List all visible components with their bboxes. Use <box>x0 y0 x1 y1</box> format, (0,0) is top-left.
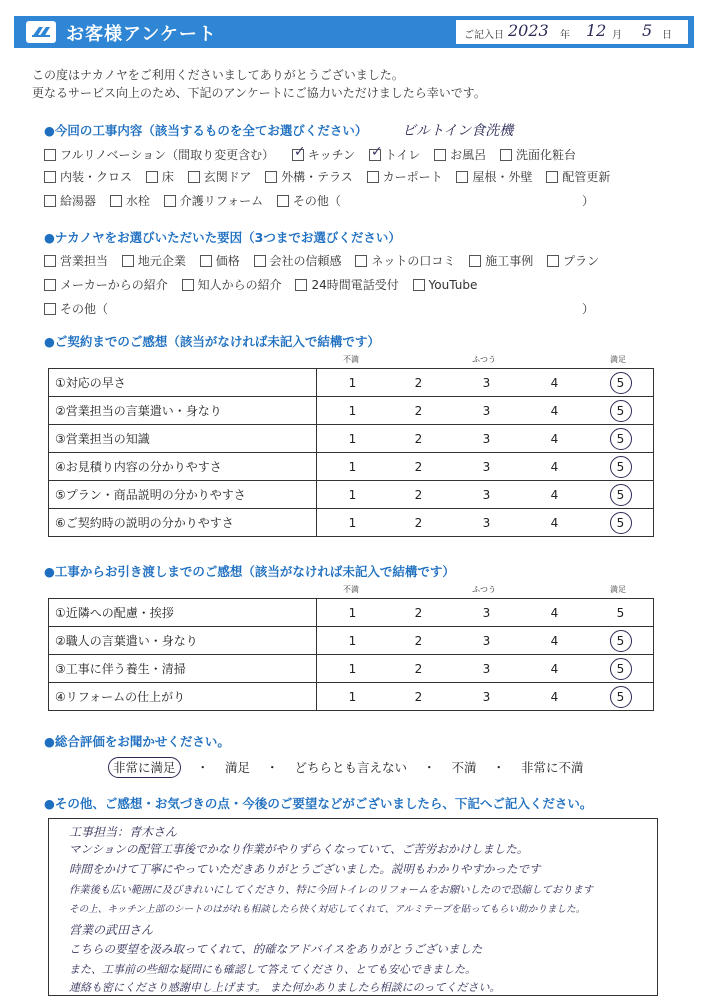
rating-option-3[interactable]: 3 <box>482 606 491 620</box>
comment-line: 連絡も密にくださり感謝申し上げます。 また何かありましたら相談にのってください。 <box>69 981 501 994</box>
comment-textarea[interactable] <box>48 818 658 996</box>
rating-option-4[interactable]: 4 <box>550 488 559 502</box>
contract-rating-row <box>49 481 654 509</box>
construction-rating-row <box>49 627 654 655</box>
rating-option-4[interactable]: 4 <box>550 662 559 676</box>
section2-title: ●ナカノヤをお選びいただいた要因（3つまでお選びください） <box>44 230 401 245</box>
question-label: ④お見積り内容の分かりやすさ <box>49 453 317 481</box>
checkbox-full-renovation[interactable]: フルリノベーション（間取り変更含む） <box>44 146 274 163</box>
construction-rating-row <box>49 655 654 683</box>
rating-option-1[interactable]: 1 <box>348 404 357 418</box>
contract-rating-row <box>49 397 654 425</box>
section2-row-2 <box>44 276 487 293</box>
rating-option-4[interactable]: 4 <box>550 404 559 418</box>
scale-low-1: 不満 <box>343 355 359 364</box>
option-satisfied[interactable]: 満足 <box>225 760 251 775</box>
comment-line: 工事担当：青木さん <box>69 825 178 839</box>
date-field[interactable] <box>456 20 688 44</box>
checkbox-maker-referral[interactable]: メーカーからの紹介 <box>44 276 168 293</box>
separator-dot: ・ <box>266 760 279 775</box>
rating-table-construction <box>48 598 654 711</box>
overall-rating-options <box>108 758 596 776</box>
rating-option-1[interactable]: 1 <box>348 690 357 704</box>
rating-option-5[interactable]: 5 <box>616 690 625 704</box>
separator-dot: ・ <box>492 760 506 775</box>
option-very-dissatisfied[interactable]: 非常に不満 <box>521 760 584 775</box>
section2-row-1 <box>44 252 609 269</box>
rating-option-3[interactable]: 3 <box>482 404 491 418</box>
comment-line: 時間をかけて丁寧にやっていただきありがとうございました。説明もわかりやすかったです <box>69 862 541 876</box>
comment-line: 営業の武田さん <box>69 923 154 937</box>
comment-line: こちらの要望を汲み取ってくれて、的確なアドバイスをありがとうございました <box>69 942 483 956</box>
rating-option-1[interactable]: 1 <box>348 516 357 530</box>
rating-option-5[interactable]: 5 <box>616 488 625 502</box>
date-month: 12 <box>586 21 607 40</box>
section1-row-2 <box>44 168 620 185</box>
other-close-1: ） <box>582 194 595 208</box>
rating-option-1[interactable]: 1 <box>348 634 357 648</box>
rating-option-5[interactable]: 5 <box>616 606 625 620</box>
rating-option-5[interactable]: 5 <box>616 634 625 648</box>
question-label: ②営業担当の言葉遣い・身なり <box>49 397 317 425</box>
rating-option-2[interactable]: 2 <box>414 606 423 620</box>
checkbox-other-2[interactable]: その他（ <box>44 300 108 317</box>
rating-option-3[interactable]: 3 <box>482 516 491 530</box>
rating-option-5[interactable]: 5 <box>616 432 625 446</box>
checkbox-toilet[interactable]: ✓ トイレ <box>370 144 421 162</box>
comment-line: 作業後も広い範囲に及びきれいにしてくださり、特に今回トイレのリフォームをお願いしたので恐縮しております <box>69 884 594 896</box>
scale-high-1: 満足 <box>610 355 626 364</box>
question-label: ③営業担当の知識 <box>49 425 317 453</box>
scale-mid-1: ふつう <box>472 355 496 364</box>
question-label: ②職人の言葉遣い・身なり <box>49 627 317 655</box>
rating-scale <box>316 481 653 509</box>
scale-low-2: 不満 <box>343 585 359 594</box>
rating-scale <box>316 683 653 711</box>
date-label: ご記入日 <box>464 30 504 41</box>
rating-option-5[interactable]: 5 <box>616 460 625 474</box>
question-label: ⑤プラン・商品説明の分かりやすさ <box>49 481 317 509</box>
rating-scale <box>316 627 653 655</box>
question-label: ①対応の早さ <box>49 369 317 397</box>
selected-circle-mark <box>610 484 632 506</box>
section1-row-3 <box>44 192 351 209</box>
section3-title: ●ご契約までのご感想（該当がなければ未記入で結構です） <box>44 334 380 349</box>
handwritten-note: ビルトイン食洗機 <box>402 123 514 139</box>
section4-title: ●工事からお引き渡しまでのご感想（該当がなければ未記入で結構です） <box>44 564 455 579</box>
contract-rating-row <box>49 509 654 537</box>
construction-rating-row <box>49 599 654 627</box>
header-bar <box>14 16 694 48</box>
checkbox-sales-rep[interactable]: 営業担当 <box>44 252 108 269</box>
section6-title: ●その他、ご感想・お気づきの点・今後のご要望などがございましたら、下記へご記入ください。 <box>44 796 593 811</box>
checkbox-friend-referral[interactable]: 知人からの紹介 <box>182 276 282 293</box>
rating-option-1[interactable]: 1 <box>348 432 357 446</box>
contract-rating-row <box>49 369 654 397</box>
rating-option-1[interactable]: 1 <box>348 606 357 620</box>
rating-option-3[interactable]: 3 <box>482 662 491 676</box>
contract-rating-row <box>49 425 654 453</box>
rating-option-2[interactable]: 2 <box>414 690 423 704</box>
selected-circle-mark <box>610 456 632 478</box>
selected-circle-mark <box>610 630 632 652</box>
rating-option-4[interactable]: 4 <box>550 606 559 620</box>
construction-rating-row <box>49 683 654 711</box>
selected-circle-mark <box>610 428 632 450</box>
rating-option-1[interactable]: 1 <box>348 460 357 474</box>
rating-scale <box>316 397 653 425</box>
rating-option-2[interactable]: 2 <box>414 662 423 676</box>
rating-option-3[interactable]: 3 <box>482 488 491 502</box>
rating-option-5[interactable]: 5 <box>616 404 625 418</box>
rating-option-3[interactable]: 3 <box>482 634 491 648</box>
form-title: お客様アンケート <box>66 24 217 45</box>
checkbox-care-reform[interactable]: 介護リフォーム <box>164 192 263 209</box>
checkbox-roof-wall[interactable]: 屋根・外壁 <box>456 168 532 185</box>
option-neutral[interactable]: どちらとも言えない <box>294 760 408 775</box>
intro-line-1: この度はナカノヤをご利用くださいましてありがとうございました。 <box>32 68 404 82</box>
rating-option-4[interactable]: 4 <box>550 376 559 390</box>
checkbox-case-studies[interactable]: 施工事例 <box>469 252 533 269</box>
question-label: ⑥ご契約時の説明の分かりやすさ <box>49 509 317 537</box>
option-very-satisfied[interactable]: 非常に満足 <box>108 757 181 778</box>
rating-option-4[interactable]: 4 <box>550 460 559 474</box>
separator-dot: ・ <box>423 760 436 775</box>
rating-option-4[interactable]: 4 <box>550 690 559 704</box>
selected-circle-mark <box>610 686 632 708</box>
checkbox-plan[interactable]: プラン <box>547 252 599 269</box>
rating-option-2[interactable]: 2 <box>414 488 423 502</box>
rating-option-4[interactable]: 4 <box>550 432 559 446</box>
question-label: ③工事に伴う養生・清掃 <box>49 655 317 683</box>
checkbox-online-reviews[interactable]: ネットの口コミ <box>355 252 455 269</box>
checkbox-carport[interactable]: カーポート <box>367 168 443 185</box>
checkbox-entrance-door[interactable]: 玄関ドア <box>188 168 252 185</box>
intro-line-2: 更なるサービス向上のため、下記のアンケートにご協力いただけましたら幸いです。 <box>32 86 486 100</box>
selected-circle-mark <box>610 512 632 534</box>
section2-row-3 <box>44 300 118 317</box>
scale-mid-2: ふつう <box>472 585 496 594</box>
rating-option-5[interactable]: 5 <box>616 376 625 390</box>
rating-option-2[interactable]: 2 <box>414 634 423 648</box>
checkbox-vanity[interactable]: 洗面化粧台 <box>500 146 576 163</box>
rating-option-1[interactable]: 1 <box>348 488 357 502</box>
rating-scale <box>316 599 653 627</box>
checkbox-other-1[interactable]: その他（ <box>277 192 341 209</box>
section1-title: ●今回の工事内容（該当するものを全てお選びください） <box>44 123 368 138</box>
scale-high-2: 満足 <box>610 585 626 594</box>
rating-option-2[interactable]: 2 <box>414 432 423 446</box>
checkbox-faucet[interactable]: 水栓 <box>110 192 150 209</box>
section5-title: ●総合評価をお聞かせください。 <box>44 734 230 749</box>
rating-option-2[interactable]: 2 <box>414 460 423 474</box>
selected-circle-mark <box>610 658 632 680</box>
checkbox-interior-cloth[interactable]: 内装・クロス <box>44 168 132 185</box>
rating-option-5[interactable]: 5 <box>616 662 625 676</box>
checkbox-trust[interactable]: 会社の信頼感 <box>254 252 342 269</box>
rating-option-2[interactable]: 2 <box>414 404 423 418</box>
checkbox-water-heater[interactable]: 給湯器 <box>44 192 96 209</box>
rating-option-2[interactable]: 2 <box>414 516 423 530</box>
checkbox-piping[interactable]: 配管更新 <box>546 168 610 185</box>
company-logo <box>26 21 56 43</box>
rating-scale <box>316 369 653 397</box>
checkbox-24h-phone[interactable]: 24時間電話受付 <box>295 276 398 293</box>
checkbox-floor[interactable]: 床 <box>146 168 174 185</box>
separator-dot: ・ <box>196 760 210 775</box>
selected-circle-mark <box>610 400 632 422</box>
date-day: 5 <box>642 21 653 40</box>
selected-circle-mark <box>610 372 632 394</box>
question-label: ①近隣への配慮・挨拶 <box>49 599 317 627</box>
checkbox-local-company[interactable]: 地元企業 <box>122 252 186 269</box>
checkbox-bath[interactable]: お風呂 <box>434 146 486 163</box>
rating-scale <box>316 655 653 683</box>
rating-option-1[interactable]: 1 <box>348 376 357 390</box>
rating-option-3[interactable]: 3 <box>482 432 491 446</box>
comment-line: その上、キッチン上部のシートのはがれも相談したら快く対応してくれて、アルミテープを貼ってもらい助かりました。 <box>69 904 586 915</box>
section1-row-1 <box>44 146 586 163</box>
rating-option-2[interactable]: 2 <box>414 376 423 390</box>
rating-option-4[interactable]: 4 <box>550 516 559 530</box>
other-close-2: ） <box>582 302 595 316</box>
checkbox-exterior-terrace[interactable]: 外構・テラス <box>265 168 353 185</box>
option-dissatisfied[interactable]: 不満 <box>451 760 477 775</box>
question-label: ④リフォームの仕上がり <box>49 683 317 711</box>
rating-option-3[interactable]: 3 <box>482 460 491 474</box>
rating-scale <box>316 509 653 537</box>
comment-line: マンションの配管工事後でかなり作業がやりずらくなっていて、ご苦労おかけしました。 <box>69 842 529 856</box>
rating-option-3[interactable]: 3 <box>482 376 491 390</box>
day-unit: 日 <box>662 30 672 41</box>
rating-option-4[interactable]: 4 <box>550 634 559 648</box>
date-year: 2023 <box>508 21 549 40</box>
rating-option-3[interactable]: 3 <box>482 690 491 704</box>
logo-mark-icon <box>30 24 52 40</box>
year-unit: 年 <box>560 30 570 41</box>
checkbox-kitchen[interactable]: ✓ キッチン <box>293 144 356 162</box>
rating-option-1[interactable]: 1 <box>348 662 357 676</box>
contract-rating-row <box>49 453 654 481</box>
rating-option-5[interactable]: 5 <box>616 516 625 530</box>
rating-scale <box>316 453 653 481</box>
rating-scale <box>316 425 653 453</box>
comment-line: また、工事前の些細な疑問にも確認して答えてくださり、とても安心できました。 <box>69 963 476 976</box>
checkbox-price[interactable]: 価格 <box>200 252 240 269</box>
month-unit: 月 <box>612 30 622 41</box>
rating-table-contract <box>48 368 654 537</box>
checkbox-youtube[interactable]: YouTube <box>413 278 478 292</box>
